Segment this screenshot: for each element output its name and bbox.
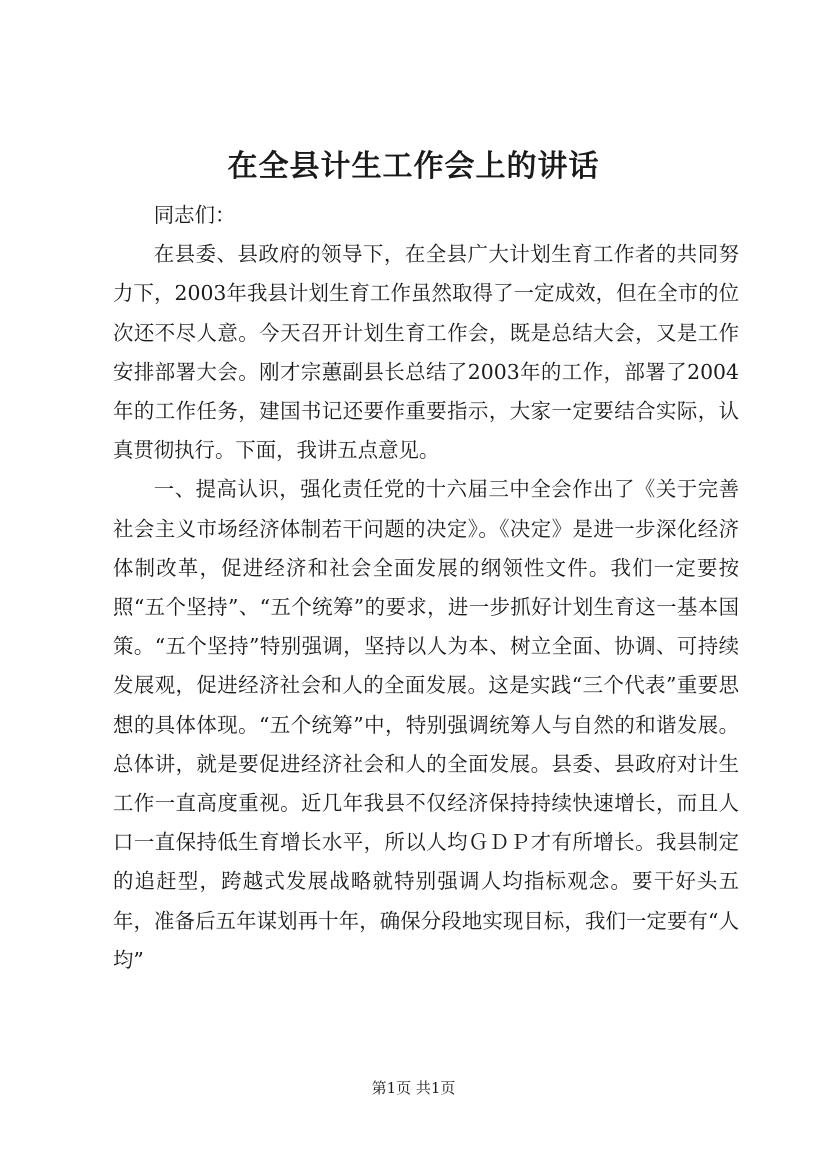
document-title: 在全县计生工作会上的讲话 [227, 149, 600, 184]
document-body [113, 196, 739, 980]
salutation: 同志们： [153, 203, 236, 227]
paragraph-1: 在县委、县政府的领导下，在全县广大计划生育工作者的共同努力下，2003年我县计划生育工作虽然取得了一定成效，但在全市的位次还不尽人意。今天召开计划生育工作会，既是总结大会，又是工作安排部署大会。刚才宗蕙副县长总结了2003年的工作，部署了2004年的工作任务，建国书记还要作重要指示，大家一定要结合实际，认真贯彻执行。下面，我讲五点意见。 [113, 242, 739, 463]
page-footer: 第1页 共1页 [371, 1079, 456, 1097]
paragraph-2: 一、提高认识，强化责任党的十六届三中全会作出了《关于完善社会主义市场经济体制若干问题的决定》。《决定》是进一步深化经济体制改革，促进经济和社会全面发展的纲领性文件。我们一定要按照“五个坚持”、“五个统筹”的要求，进一步抓好计划生育这一基本国策。“五个坚持”特别强调，坚持以人为本、树立全面、协调、可持续发展观，促进经济社会和人的全面发展。这是实践“三个代表”重要思想的具体体现。“五个统筹”中，特别强调统筹人与自然的和谐发展。总体讲，就是要促进经济社会和人的全面发展。县委、县政府对计生工作一直高度重视。近几年我县不仅经济保持持续快速增长，而且人口一直保持低生育增长水平，所以人均ＧＤＰ才有所增长。我县制定的追赶型，跨越式发展战略就特别强调人均指标观念。要干好头五年，准备后五年谋划再十年，确保分段地实现目标，我们一定要有“人均” [113, 477, 739, 972]
